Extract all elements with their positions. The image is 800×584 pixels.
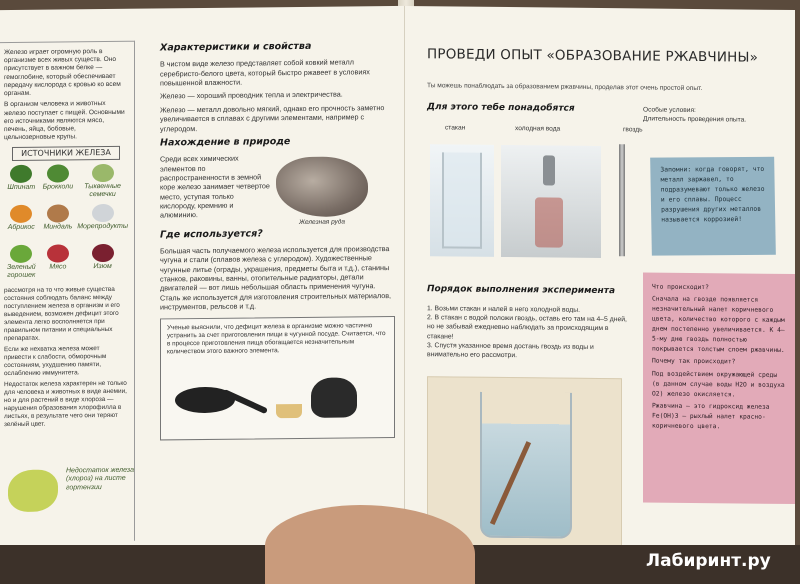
ore-caption: Железная руда [299, 218, 345, 227]
text-nature: Среди всех химических элементов по распространенности в земной коре железо занимает четвертое место, уступая только кислороду, кремнию и алюминию. [160, 153, 270, 220]
text-usage: Большая часть получаемого железа используется для производства чугуна и стали (сплавов железа с углеродом). Художественные чугунные литье (ограды, украшения, предметы быта и т.д.), станины станков, раковины, ванны, отопительные радиаторы, детали двигателей — вот лишь небольшая область применения чугуна. Сталь же используется для изготовления строительных материалов, инструментов, рельсов и т.д. [160, 244, 392, 312]
right-page [405, 6, 795, 578]
explanation-q2: Почему так происходит? [652, 357, 736, 366]
material-glass: стакан [445, 124, 466, 132]
teapot-image [311, 377, 357, 417]
nail-image [619, 144, 625, 256]
procedure-heading: Порядок выполнения эксперимента [427, 284, 616, 297]
special-value: Длительность проведения опыта. [643, 115, 747, 124]
food-label: Зеленый горошек [6, 263, 36, 280]
food-item [4, 164, 39, 202]
iron-sources-grid [4, 163, 128, 282]
food-image [10, 244, 32, 262]
explanation-a3: Ржавчина — это гидроксид железа Fe(OH)3 — рыхлый налет красно-коричневого цвета. [652, 402, 770, 431]
food-image [47, 244, 69, 262]
food-label: Мясо [49, 263, 67, 271]
heading-properties: Характеристики и свойства [160, 40, 312, 54]
glass-shape [442, 152, 482, 248]
explanation-a2: Под воздействием окружающей среды (в данном случае воды H2O и воздуха O2) железо окисляется. [652, 370, 785, 399]
step-3: 3. Спустя указанное время достань гвоздь из воды и внимательно его рассмотри. [427, 341, 594, 359]
food-item [77, 163, 128, 202]
tap-shape [543, 155, 555, 185]
step-2: 2. В стакан с водой положи гвоздь, оставь его там на 4–5 дней, но не забывай ежедневно наблюдать за происходящим в стакане! [427, 314, 627, 340]
experiment-intro: Ты можешь понаблюдать за образованием ржавчины, проделав этот очень простой опыт. [427, 82, 703, 93]
food-image [10, 204, 32, 222]
material-cold-water: холодная вода [515, 125, 561, 133]
food-image [92, 244, 114, 262]
side-more-3: Недостаток железа характерен не только для человека и животных в виде анемии, но и для растений в виде хлороза — нарушения образования хлорофилла в листьях, в результате чего они теряют зелёный цвет. [4, 379, 127, 428]
side-intro: Железо играет огромную роль в организме всех живых существ. Оно присутствует в важном белке — гемоглобине, который обеспечивает передачу кислорода с кровью ко всем органам. [4, 48, 121, 98]
fact-text: Ученые выяснили, что дефицит железа в организме можно частично устранить за счет приготовления пищи в чугунной посуде. Считается, что в процессе приготовления пища обогащается незначительным количеством этого важного элемента. [167, 321, 386, 356]
watermark: Лабиринт.ру [646, 551, 771, 571]
glass-photo [430, 144, 494, 257]
explanation-panel [643, 272, 795, 504]
materials-heading: Для этого тебе понадобятся [427, 102, 575, 114]
leaf-caption: Недостаток железа (хлороз) на листе гортензии [66, 466, 134, 492]
remember-note: Запомни: когда говорят, что металл заржавел, то подразумевают только железо и его сплавы. Процесс разрушения других металлов называется коррозией! [650, 157, 776, 256]
food-item [41, 204, 76, 242]
food-label: Морепродукты [77, 222, 128, 230]
side-more-2: Если же нехватка железа может привести к слабости, обморочным состояниям, ухудшению памяти, ослаблению иммунитета. [4, 344, 107, 377]
food-image [47, 204, 69, 222]
side-more [4, 285, 128, 428]
nature-section [160, 152, 395, 229]
cast-iron-fact-box [160, 315, 395, 439]
heading-usage: Где используется? [160, 228, 263, 241]
food-label: Изюм [93, 262, 112, 270]
special-label: Особые условия: [643, 106, 696, 115]
side-more-1: рассмотря на то что живые существа состояния соблюдать баланс между поступлением железа в организм и его выведением, возможен дефицит этого элемента легко восполняется при правильном питании и специальных препаратах. [4, 285, 120, 342]
special-conditions [643, 106, 746, 124]
iron-ore-image [276, 156, 368, 217]
text-properties-3: Железо — металл довольно мягкий, однако его прочность заметно увеличивается в сплавах с другими элементами, например с углеродом. [160, 102, 385, 133]
ore-figure [276, 152, 368, 227]
water-glass-shape [535, 197, 563, 247]
text-properties: В чистом виде железо представляет собой ковкий металл серебристо-белого цвета, который быстро ржавеет в условиях повышенной влажности. [160, 57, 370, 88]
food-item [77, 243, 128, 282]
explanation-a1: Сначала на гвозде появляется незначительный налет коричневого цвета, количество которого с каждым днем постепенно увеличивается. К 4–5-му дню гвоздь полностью покрывается толстым слоем ржавчины. [652, 295, 785, 355]
food-image [47, 164, 69, 182]
explanation-q1: Что происходит? [652, 283, 709, 292]
food-image [92, 164, 114, 182]
experiment-illustration [427, 376, 622, 548]
step-1: 1. Возьми стакан и налей в него холодной воды. [427, 305, 580, 314]
food-label: Шпинат [7, 183, 36, 191]
side-intro-2: В организм человека и животных железо поступает с пищей. Основными его источниками являются мясо, печень, яйца, бобовые, цельнозерновые крупы. [4, 100, 125, 142]
food-item [41, 244, 76, 282]
procedure-steps [427, 304, 627, 361]
material-nail: гвоздь [623, 126, 643, 134]
food-label: Тыквенные семечки [84, 182, 121, 199]
heading-nature: Нахождение в природе [160, 135, 291, 149]
food-label: Миндаль [43, 222, 73, 231]
food-image [92, 204, 114, 222]
food-item [4, 244, 39, 282]
experiment-title: ПРОВЕДИ ОПЫТ «ОБРАЗОВАНИЕ РЖАВЧИНЫ» [427, 46, 759, 66]
left-page [0, 6, 405, 578]
food-image [10, 164, 32, 182]
food-item [41, 164, 76, 202]
iron-sources-title: ИСТОЧНИКИ ЖЕЛЕЗА [12, 145, 120, 160]
tap-water-photo [501, 145, 601, 258]
food-label: Абрикос [7, 223, 35, 231]
left-main [160, 40, 395, 440]
text-properties-2: Железо — хороший проводник тепла и электричества. [160, 89, 343, 101]
food-item [4, 204, 39, 242]
food-item [77, 203, 128, 242]
tea-cup-image [276, 403, 302, 417]
food-label: Брокколи [42, 182, 74, 191]
